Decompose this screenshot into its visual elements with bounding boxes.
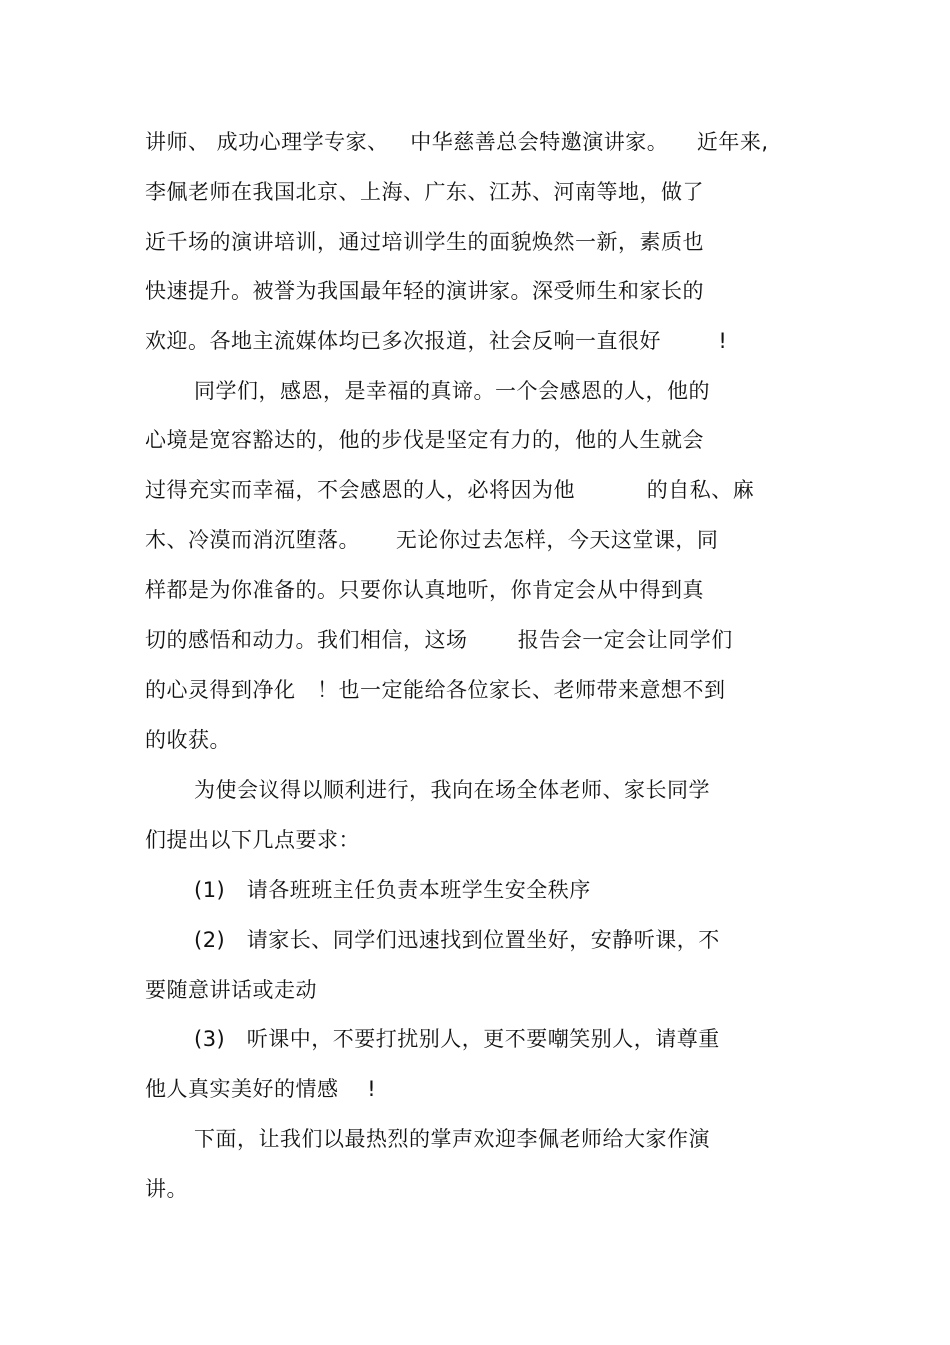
text-line: 要随意讲话或走动 (145, 978, 317, 1002)
text-line: 讲。 (145, 1177, 188, 1201)
text-line: 的心灵得到净化 ！也一定能给各位家长、老师带来意想不到 (145, 678, 726, 702)
text-line: 过得充实而幸福，不会感恩的人，必将因为他 的自私、麻 (145, 478, 755, 502)
text-line: 切的感悟和动力。我们相信，这场 报告会一定会让同学们 (145, 628, 733, 652)
text-line: 们提出以下几点要求： (145, 828, 360, 852)
text-line: 欢迎。各地主流媒体均已多次报道，社会反响一直很好 ! (145, 329, 728, 353)
text-line: 近千场的演讲培训，通过培训学生的面貌焕然一新，素质也 (145, 230, 704, 254)
text-line: 的收获。 (145, 728, 231, 752)
text-line: 李佩老师在我国北京、上海、广东、江苏、河南等地，做了 (145, 180, 704, 204)
text-line: 他人真实美好的情感 ! (145, 1077, 377, 1101)
text-line: 样都是为你准备的。只要你认真地听，你肯定会从中得到真 (145, 578, 704, 602)
list-item: (3) 听课中，不要打扰别人，更不要嘲笑别人，请尊重 (194, 1027, 720, 1051)
list-item: (2) 请家长、同学们迅速找到位置坐好，安静听课，不 (194, 928, 720, 952)
text-line: 心境是宽容豁达的，他的步伐是坚定有力的，他的人生就会 (145, 428, 704, 452)
text-line: 下面，让我们以最热烈的掌声欢迎李佩老师给大家作演 (194, 1127, 710, 1151)
text-line: 为使会议得以顺利进行，我向在场全体老师、家长同学 (194, 778, 710, 802)
list-item: (1) 请各班班主任负责本班学生安全秩序 (194, 878, 591, 902)
text-line: 同学们，感恩，是幸福的真谛。一个会感恩的人，他的 (194, 379, 710, 403)
text-line: 讲师、 成功心理学专家、 中华慈善总会特邀演讲家。 近年来, (145, 130, 769, 154)
text-line: 快速提升。被誉为我国最年轻的演讲家。深受师生和家长的 (145, 279, 704, 303)
text-line: 木、冷漠而消沉堕落。 无论你过去怎样，今天这堂课，同 (145, 528, 719, 552)
